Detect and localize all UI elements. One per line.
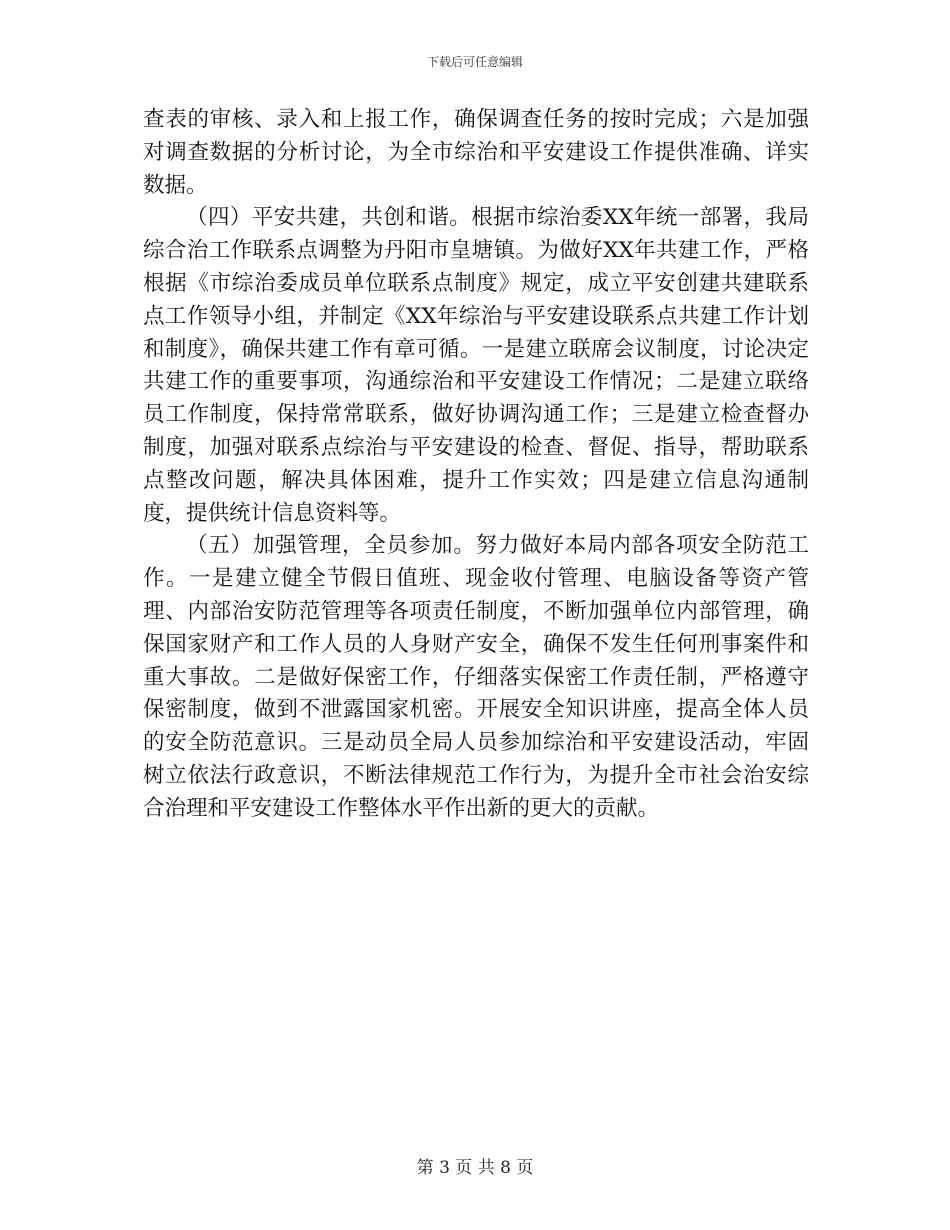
paragraph-continuation: 查表的审核、录入和上报工作，确保调查任务的按时完成；六是加强对调查数据的分析讨论，为全市综治和平安建设工作提供准确、详实数据。: [143, 107, 809, 198]
paragraph-section-five: （五）加强管理，全员参加。努力做好本局内部各项安全防范工作。一是建立健全节假日值班、现金收付管理、电脑设备等资产管理、内部治安防范管理等各项责任制度，不断加强单位内部管理，确保国家财产和工作人员的人身财产安全，确保不发生任何刑事案件和重大事故。二是做好保密工作，仔细落实保密工作责任制，严格遵守保密制度，做到不泄露国家机密。开展安全知识讲座，提高全体人员的安全防范意识。三是动员全局人员参加综治和平安建设活动，牢固树立依法行政意识，不断法律规范工作行为，为提升全市社会治安综合治理和平安建设工作整体水平作出新的更大的贡献。: [143, 533, 809, 821]
paragraph-section-four: （四）平安共建，共创和谐。根据市综治委XX年统一部署，我局综合治工作联系点调整为丹阳市皇塘镇。为做好XX年共建工作，严格根据《市综治委成员单位联系点制度》规定，成立平安创建共建联系点工作领导小组，并制定《XX年综治与平安建设联系点共建工作计划和制度》，确保共建工作有章可循。一是建立联席会议制度，讨论决定共建工作的重要事项，沟通综治和平安建设工作情况；二是建立联络员工作制度，保持常常联系，做好协调沟通工作；三是建立检查督办制度，加强对联系点综治与平安建设的检查、督促、指导，帮助联系点整改问题，解决具体困难，提升工作实效；四是建立信息沟通制度，提供统计信息资料等。: [143, 205, 809, 526]
document-body: [143, 104, 809, 826]
header-note: 下载后可任意编辑: [426, 55, 523, 69]
page-number: 第 3 页 共 8 页: [416, 1158, 534, 1178]
